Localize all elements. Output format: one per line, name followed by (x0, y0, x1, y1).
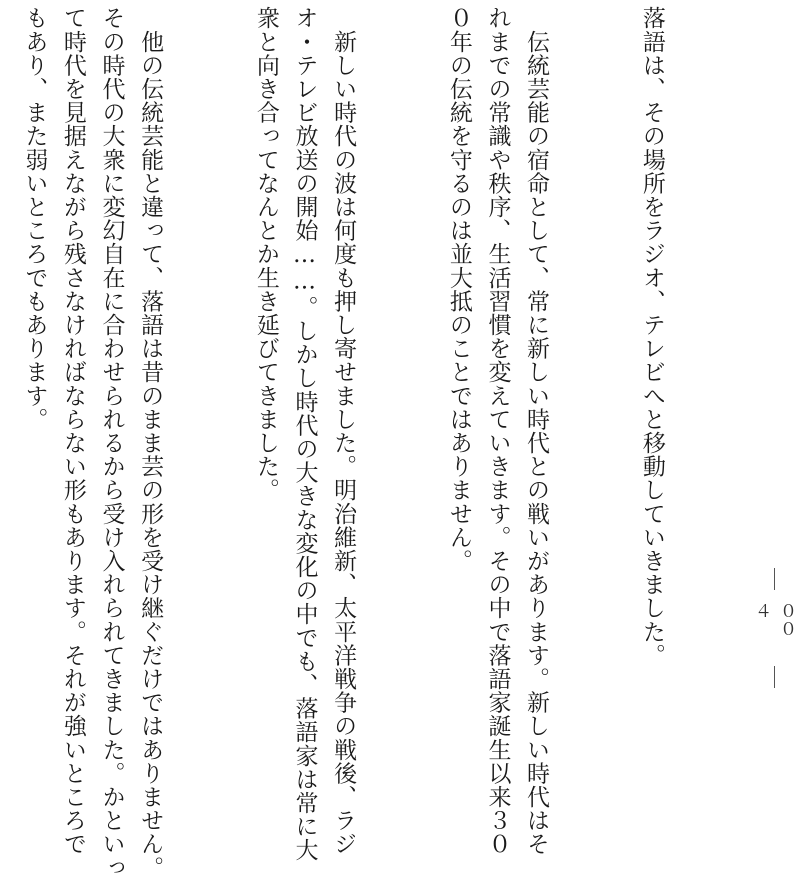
page-number-text: ００４ (751, 601, 796, 638)
body-text (0, 6, 748, 879)
paragraph-1: 落語は、その場所をラジオ、テレビへと移動していきました。 (638, 6, 665, 667)
paragraph-3: 新しい時代の波は何度も押し寄せました。明治維新、太平洋戦争の戦後、ラジ オ・テレビ放送の開始……。しかし時代の大きな変化の中でも、落語家は常に大 衆と向き合ってなんとか生き延びてきました。 (252, 6, 357, 862)
page-number (751, 568, 796, 688)
page-number-rule-top (774, 568, 775, 590)
paragraph-4: 他の伝統芸能と違って、落語は昔のまま芸の形を受け継ぐだけではありません。 その時代の大衆に変幻自在に合わせられるから受け入れられてきました。かといっ て時代を見据えながら残さなければならない形もあります。それが強いところで もあり、また弱いところでもあります。 (21, 6, 164, 879)
page-number-rule-bottom (774, 666, 775, 688)
paragraph-2: 伝統芸能の宿命として、常に新しい時代との戦いがあります。新しい時代はそ れまでの常識や秩序、生活習慣を変えていきます。その中で落語家誕生以来３０ ０年の伝統を守るのは並大抵のことではありません。 (445, 6, 550, 856)
